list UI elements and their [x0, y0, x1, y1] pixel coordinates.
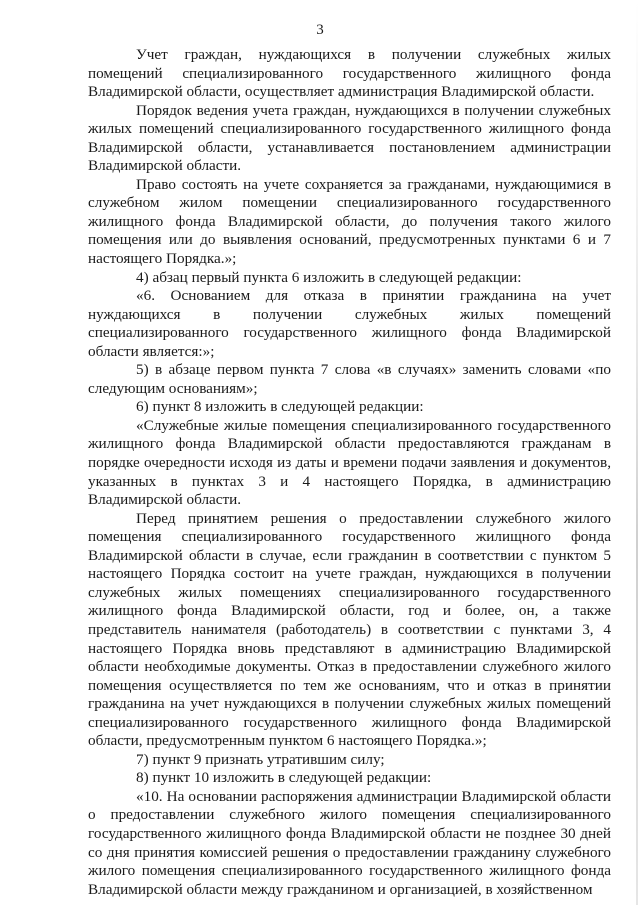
paragraph-point-10-text: «10. На основании распоряжения администрации Владимирской области о предоставлении служебного жилого помещения специализированного государственного жилищного фонда Владимирской области не позднее 30 дней со дня принятия комиссией решения о предоставлении гражданину служебного жилого помещения специализированного государственного жилищного фонда Владимирской области между гражданином и организацией, в хозяйственном	[88, 787, 611, 898]
paragraph-point-6-text: «6. Основанием для отказа в принятии гражданина на учет нуждающихся в получении служебных жилых помещений специализированного государственного жилищного фонда Владимирской области является:»;	[88, 287, 611, 360]
paragraph-before-decision: Перед принятием решения о предоставлении служебного жилого помещения специализированного государственного жилищного фонда Владимирской области в случае, если гражданин в соответствии с пунктом 5 настоящего Порядка состоит на учете граждан, нуждающихся в получении служебных жилых помещениях специализированного государственного жилищного фонда Владимирской области, год и более, он, а также представитель нанимателя (работодатель) в соответствии с пунктами 3, 4 настоящего Порядка вновь представляют в администрацию Владимирской области необходимые документы. Отказ в предоставлении служебного жилого помещения осуществляется по тем же основаниям, что и отказ в принятии гражданина на учет нуждающихся в получении служебных жилых помещений специализированного государственного жилищного фонда Владимирской области, предусмотренным пунктом 6 настоящего Порядка.»;	[88, 509, 611, 750]
document-body	[88, 46, 611, 899]
paragraph-right-to-stay-registered: Право состоять на учете сохраняется за гражданами, нуждающимися в служебном жилом помещении специализированного государственного жилищного фонда Владимирской области, до получения такого жилого помещения или до выявления оснований, предусмотренных пунктами 6 и 7 настоящего Порядка.»;	[88, 175, 611, 268]
paragraph-registration-of-citizens: Учет граждан, нуждающихся в получении служебных жилых помещений специализированного государственного жилищного фонда Владимирской области, осуществляет администрация Владимирской области.	[88, 46, 611, 101]
paragraph-amendment-5: 5) в абзаце первом пункта 7 слова «в случаях» заменить словами «по следующим основаниям»;	[88, 361, 611, 397]
paragraph-registration-procedure: Порядок ведения учета граждан, нуждающихся в получении служебных жилых помещений специализированного государственного жилищного фонда Владимирской области, устанавливается постановлением администрации Владимирской области.	[88, 101, 611, 175]
scan-edge-shadow	[636, 0, 638, 905]
paragraph-amendment-4: 4) абзац первый пункта 6 изложить в следующей редакции:	[136, 268, 522, 286]
paragraph-amendment-6: 6) пункт 8 изложить в следующей редакции:	[136, 398, 424, 416]
paragraph-point-8-text: «Служебные жилые помещения специализированного государственного жилищного фонда Владимирской области предоставляются гражданам в порядке очередности исходя из даты и времени подачи заявления и документов, указанных в пунктах 3 и 4 настоящего Порядка, в администрацию Владимирской области.	[88, 416, 611, 509]
paragraph-amendment-7: 7) пункт 9 признать утратившим силу;	[136, 750, 385, 768]
page-number: 3	[316, 22, 324, 38]
paragraph-amendment-8: 8) пункт 10 изложить в следующей редакции:	[136, 769, 432, 787]
